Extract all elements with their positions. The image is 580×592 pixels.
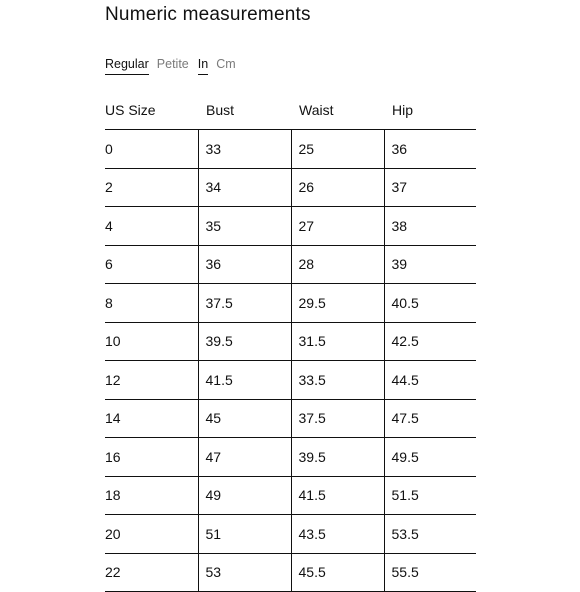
cell-bust: 39.5 bbox=[198, 322, 291, 361]
cell-bust: 33 bbox=[198, 130, 291, 169]
cell-bust: 47 bbox=[198, 438, 291, 477]
size-guide-panel bbox=[105, 0, 476, 580]
column-header-size: US Size bbox=[105, 91, 198, 130]
size-table bbox=[105, 91, 476, 592]
cell-hip: 53.5 bbox=[384, 515, 476, 554]
cell-size: 2 bbox=[105, 168, 198, 207]
cell-bust: 36 bbox=[198, 245, 291, 284]
cell-waist: 37.5 bbox=[291, 399, 384, 438]
cell-waist: 27 bbox=[291, 207, 384, 246]
table-row bbox=[105, 438, 476, 477]
measurement-tabs bbox=[105, 57, 236, 75]
cell-size: 10 bbox=[105, 322, 198, 361]
cell-hip: 38 bbox=[384, 207, 476, 246]
table-row bbox=[105, 130, 476, 169]
cell-bust: 35 bbox=[198, 207, 291, 246]
cell-hip: 51.5 bbox=[384, 476, 476, 515]
cell-size: 8 bbox=[105, 284, 198, 323]
table-row bbox=[105, 284, 476, 323]
cell-waist: 43.5 bbox=[291, 515, 384, 554]
cell-size: 22 bbox=[105, 553, 198, 592]
table-row bbox=[105, 399, 476, 438]
cell-size: 18 bbox=[105, 476, 198, 515]
cell-hip: 47.5 bbox=[384, 399, 476, 438]
table-row bbox=[105, 245, 476, 284]
table-header-row bbox=[105, 91, 476, 130]
cell-waist: 33.5 bbox=[291, 361, 384, 400]
cell-waist: 45.5 bbox=[291, 553, 384, 592]
cell-hip: 40.5 bbox=[384, 284, 476, 323]
cell-hip: 39 bbox=[384, 245, 476, 284]
cell-bust: 49 bbox=[198, 476, 291, 515]
table-row bbox=[105, 322, 476, 361]
cell-hip: 36 bbox=[384, 130, 476, 169]
table-row bbox=[105, 361, 476, 400]
table-row bbox=[105, 553, 476, 592]
table-row bbox=[105, 476, 476, 515]
cell-size: 14 bbox=[105, 399, 198, 438]
cell-bust: 34 bbox=[198, 168, 291, 207]
tab-petite[interactable]: Petite bbox=[156, 57, 189, 71]
cell-waist: 25 bbox=[291, 130, 384, 169]
cell-hip: 37 bbox=[384, 168, 476, 207]
cell-size: 20 bbox=[105, 515, 198, 554]
column-header-hip: Hip bbox=[384, 91, 476, 130]
cell-size: 4 bbox=[105, 207, 198, 246]
tab-inches[interactable]: In bbox=[198, 57, 208, 75]
cell-waist: 39.5 bbox=[291, 438, 384, 477]
cell-waist: 41.5 bbox=[291, 476, 384, 515]
table-row bbox=[105, 168, 476, 207]
table-row bbox=[105, 515, 476, 554]
cell-waist: 28 bbox=[291, 245, 384, 284]
cell-bust: 45 bbox=[198, 399, 291, 438]
column-header-waist: Waist bbox=[291, 91, 384, 130]
cell-waist: 26 bbox=[291, 168, 384, 207]
cell-bust: 53 bbox=[198, 553, 291, 592]
tab-centimeters[interactable]: Cm bbox=[216, 57, 236, 71]
tab-regular[interactable]: Regular bbox=[105, 57, 149, 75]
cell-hip: 49.5 bbox=[384, 438, 476, 477]
cell-bust: 37.5 bbox=[198, 284, 291, 323]
cell-bust: 41.5 bbox=[198, 361, 291, 400]
size-table-body bbox=[105, 130, 476, 592]
cell-hip: 44.5 bbox=[384, 361, 476, 400]
cell-size: 12 bbox=[105, 361, 198, 400]
cell-size: 6 bbox=[105, 245, 198, 284]
cell-size: 16 bbox=[105, 438, 198, 477]
page-title: Numeric measurements bbox=[105, 4, 311, 25]
cell-bust: 51 bbox=[198, 515, 291, 554]
cell-size: 0 bbox=[105, 130, 198, 169]
cell-waist: 31.5 bbox=[291, 322, 384, 361]
column-header-bust: Bust bbox=[198, 91, 291, 130]
cell-waist: 29.5 bbox=[291, 284, 384, 323]
cell-hip: 42.5 bbox=[384, 322, 476, 361]
cell-hip: 55.5 bbox=[384, 553, 476, 592]
table-row bbox=[105, 207, 476, 246]
